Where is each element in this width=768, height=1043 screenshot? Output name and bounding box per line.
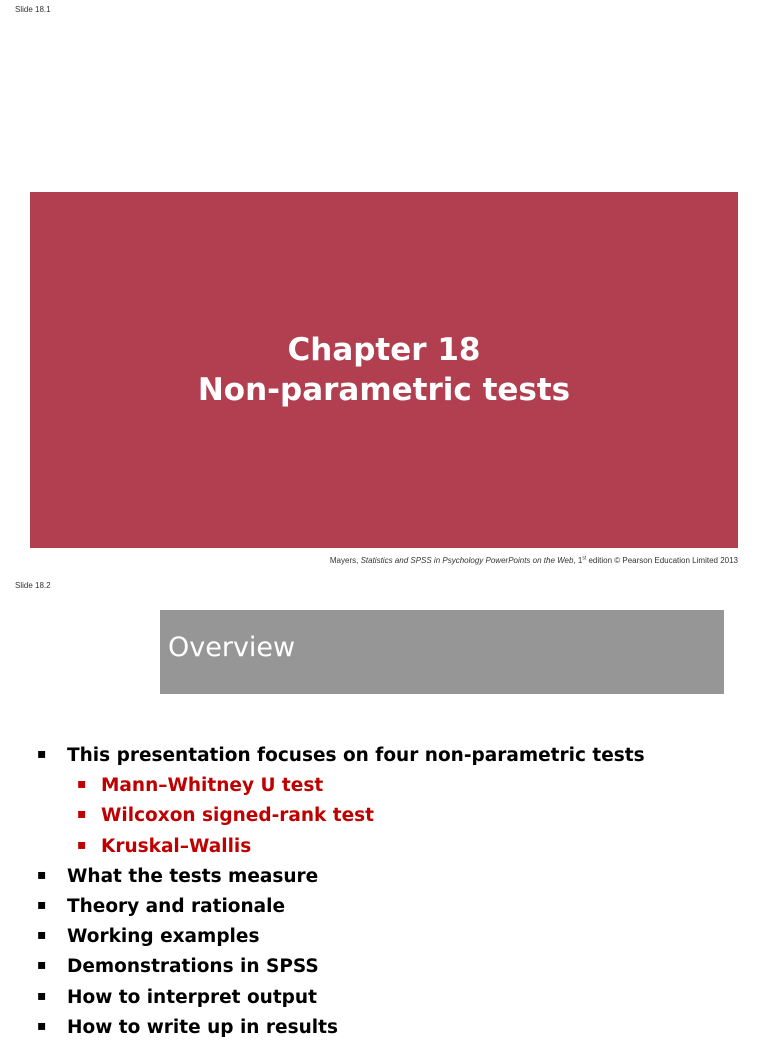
bullet-marker-icon: ▪ xyxy=(37,1017,47,1034)
bullet-marker-icon: ▪ xyxy=(37,987,47,1004)
bullet-marker-icon: ▪ xyxy=(77,806,87,823)
title-block xyxy=(30,192,738,548)
footer-edition: , 1 xyxy=(573,556,583,565)
bullet-text: Kruskal–Wallis xyxy=(101,835,252,857)
chapter-title: Chapter 18 xyxy=(287,332,481,368)
footer-suffix: edition © Pearson Education Limited 2013 xyxy=(586,556,738,565)
overview-heading: Overview xyxy=(168,631,296,663)
slide-number: Slide 18.2 xyxy=(15,581,51,590)
slide-number: Slide 18.1 xyxy=(15,5,51,14)
bullet-text: Theory and rationale xyxy=(67,895,286,917)
bullet-text: Mann–Whitney U test xyxy=(101,775,324,797)
bullet-marker-icon: ▪ xyxy=(77,776,87,793)
chapter-subtitle: Non-parametric tests xyxy=(197,372,571,408)
copyright-footer xyxy=(330,556,738,565)
bullet-text: How to write up in results xyxy=(67,1016,338,1038)
bullet-text: Demonstrations in SPSS xyxy=(67,956,319,978)
bullet-text: Working examples xyxy=(67,926,260,948)
bullet-marker-icon: ▪ xyxy=(37,746,47,762)
bullet-text: Wilcoxon signed-rank test xyxy=(101,805,375,827)
bullet-marker-icon: ▪ xyxy=(37,866,47,883)
bullet-text: What the tests measure xyxy=(67,865,319,887)
bullet-marker-icon: ▪ xyxy=(37,896,47,913)
bullet-text: This presentation focuses on four non-parametric tests xyxy=(67,745,645,766)
footer-edition-sup: st xyxy=(582,555,587,562)
bullet-marker-icon: ▪ xyxy=(77,836,87,853)
footer-prefix: Mayers, xyxy=(329,556,361,565)
footer-book-title: Statistics and SPSS in Psychology PowerPoints on the Web xyxy=(360,556,574,565)
bullet-marker-icon: ▪ xyxy=(37,927,47,944)
overview-heading-bar xyxy=(160,610,724,694)
bullet-marker-icon: ▪ xyxy=(37,957,47,974)
bullet-text: How to interpret output xyxy=(67,986,317,1008)
